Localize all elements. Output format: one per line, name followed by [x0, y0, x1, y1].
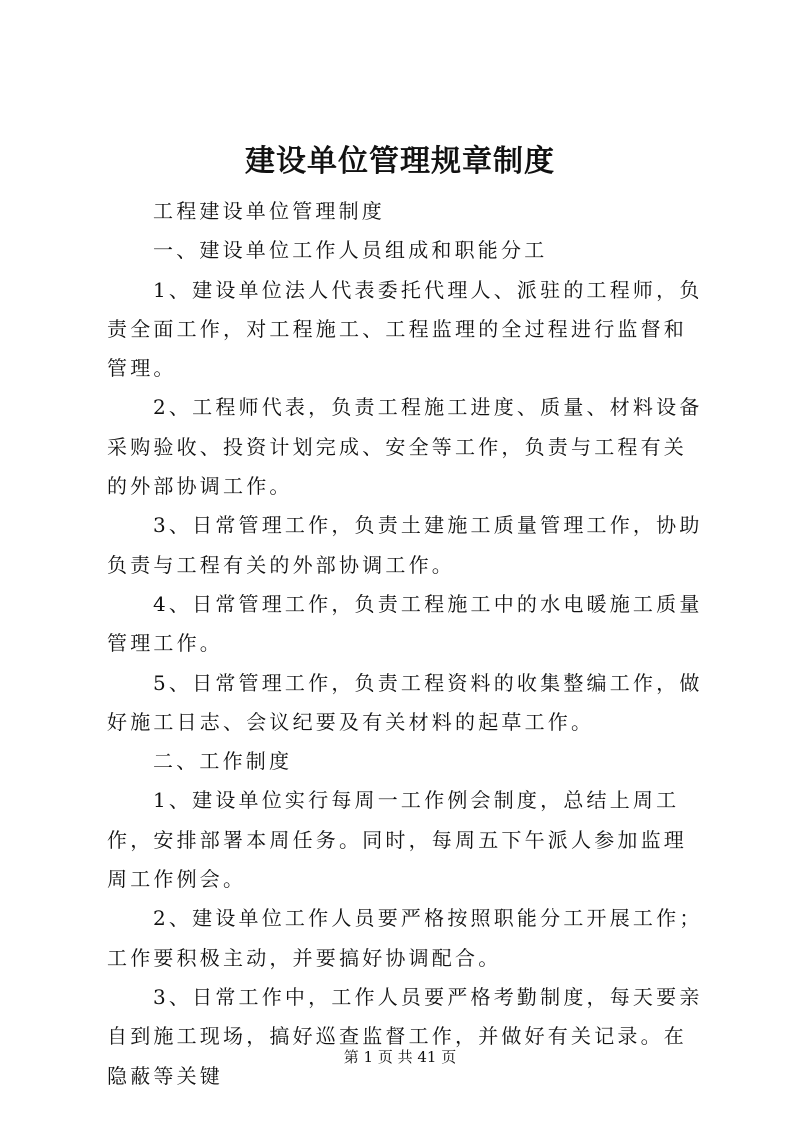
paragraph-section-2-heading: 二、工作制度	[153, 749, 293, 774]
paragraph-rule-3: 3、日常工作中，工作人员要严格考勤制度，每天要亲自到施工现场，搞好巡查监督工作，并做好有关记录。在隐蔽等关键	[107, 984, 703, 1088]
paragraph-rule-2: 2、建设单位工作人员要严格按照职能分工开展工作；工作要积极主动，并要搞好协调配合。	[107, 906, 703, 970]
paragraph-section-1-heading: 一、建设单位工作人员组成和职能分工	[153, 238, 548, 263]
paragraph-subtitle: 工程建设单位管理制度	[153, 199, 385, 223]
page-footer: 第 1 页 共 41 页	[343, 1048, 457, 1066]
paragraph-item-5: 5、日常管理工作，负责工程资料的收集整编工作，做好施工日志、会议纪要及有关材料的起草工作。	[107, 670, 703, 734]
paragraph-rule-1: 1、建设单位实行每周一工作例会制度，总结上周工作，安排部署本周任务。同时，每周五下午派人参加监理周工作例会。	[107, 788, 687, 892]
document-body	[107, 192, 710, 1096]
paragraph-item-3: 3、日常管理工作，负责土建施工质量管理工作，协助负责与工程有关的外部协调工作。	[107, 513, 703, 577]
paragraph-item-1: 1、建设单位法人代表委托代理人、派驻的工程师，负责全面工作，对工程施工、工程监理的全过程进行监督和管理。	[107, 277, 703, 381]
paragraph-item-2: 2、工程师代表，负责工程施工进度、质量、材料设备采购验收、投资计划完成、安全等工作，负责与工程有关的外部协调工作。	[107, 395, 703, 499]
paragraph-item-4: 4、日常管理工作，负责工程施工中的水电暖施工质量管理工作。	[107, 591, 703, 656]
document-title: 建设单位管理规章制度	[245, 144, 555, 179]
